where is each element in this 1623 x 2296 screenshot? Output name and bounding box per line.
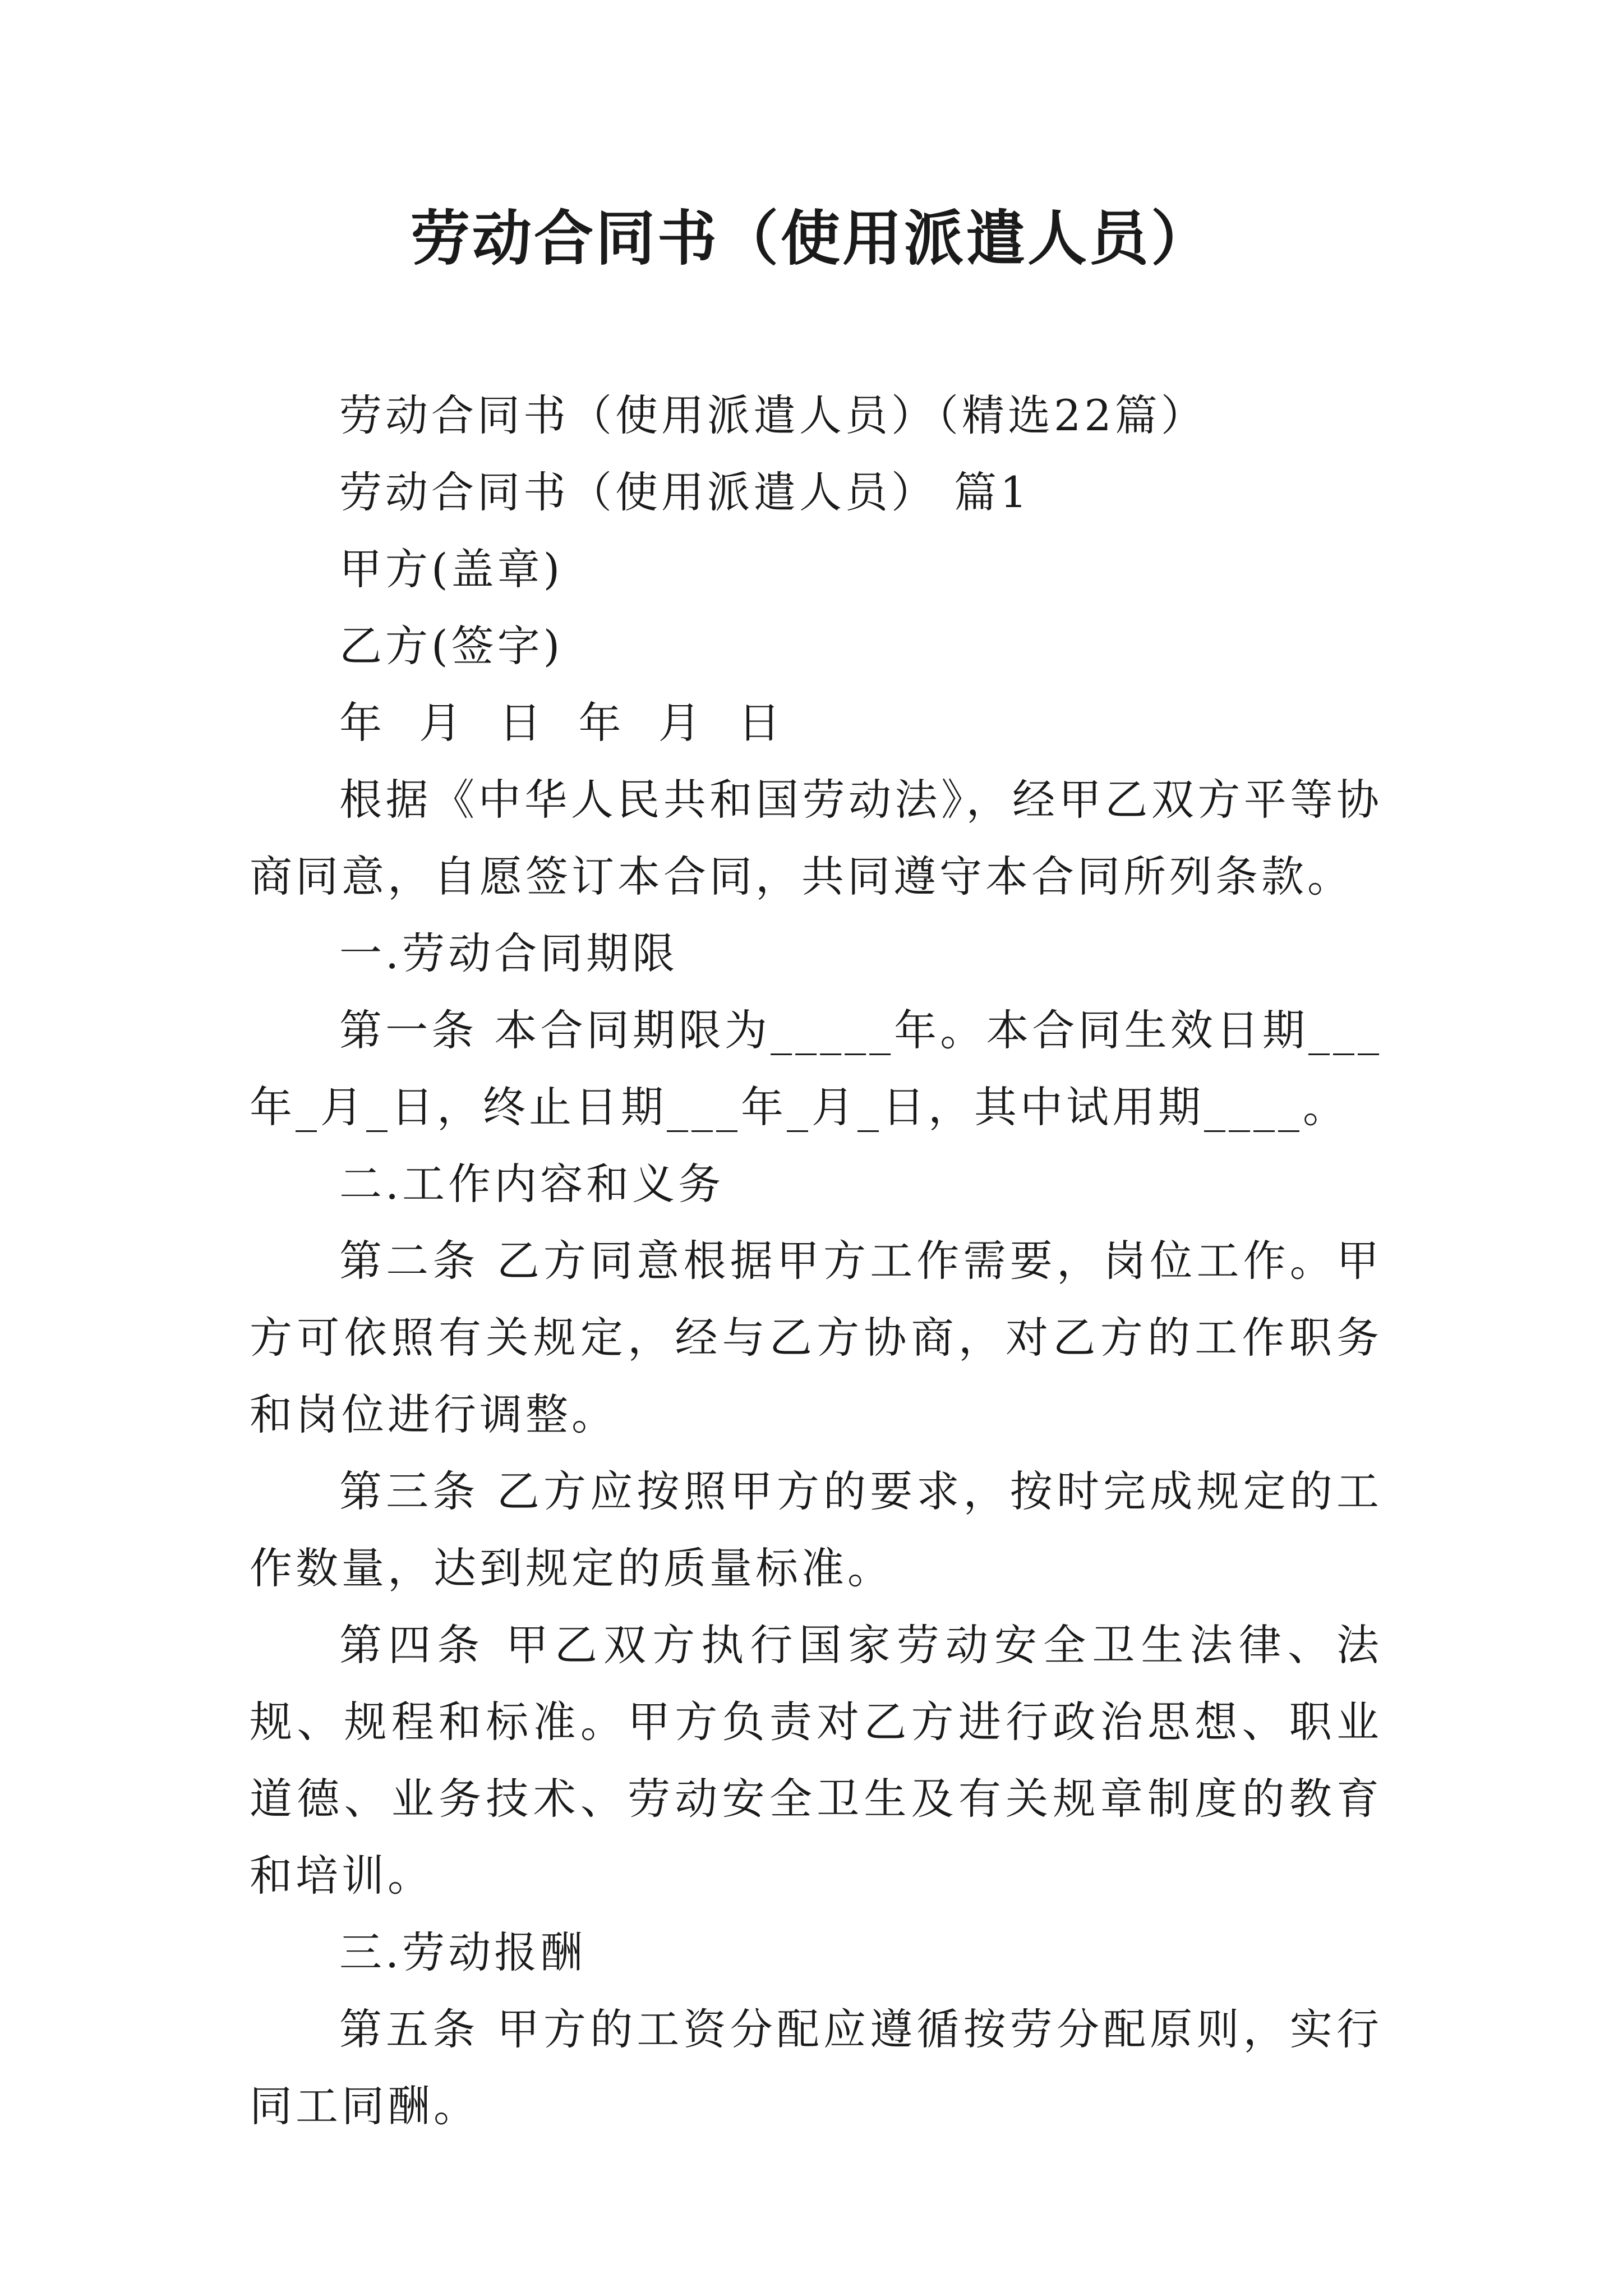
document-body	[250, 377, 1382, 2145]
section-heading: 劳动合同书（使用派遣人员） 篇1	[339, 467, 1031, 517]
party-b-line: 乙方(签字)	[339, 621, 564, 671]
article-4: 第四条 甲乙双方执行国家劳动安全卫生法律、法规、规程和标准。甲方负责对乙方进行政治思想、职业道德、业务技术、劳动安全卫生及有关规章制度的教育和培训。	[250, 1620, 1382, 1901]
article-2: 第二条 乙方同意根据甲方工作需要，岗位工作。甲方可依照有关规定，经与乙方协商，对乙方的工作职务和岗位进行调整。	[250, 1236, 1382, 1439]
subtitle-line: 劳动合同书（使用派遣人员）（精选22篇）	[339, 390, 1207, 440]
chapter-heading-duties: 二.工作内容和义务	[339, 1159, 725, 1209]
party-a-line: 甲方(盖章)	[339, 544, 564, 594]
article-3: 第三条 乙方应按照甲方的要求，按时完成规定的工作数量，达到规定的质量标准。	[250, 1466, 1382, 1593]
chapter-heading-term: 一.劳动合同期限	[339, 928, 679, 978]
date-line: 年 月 日 年 月 日	[339, 698, 784, 748]
article-1: 第一条 本合同期限为_____年。本合同生效日期___年_月_日，终止日期___年_月_日，其中试用期____。	[250, 1005, 1382, 1132]
chapter-heading-pay: 三.劳动报酬	[339, 1927, 587, 1977]
intro-paragraph: 根据《中华人民共和国劳动法》，经甲乙双方平等协商同意，自愿签订本合同，共同遵守本合同所列条款。	[250, 775, 1382, 901]
article-5: 第五条 甲方的工资分配应遵循按劳分配原则，实行同工同酬。	[250, 2004, 1382, 2131]
document-title: 劳动合同书（使用派遣人员）	[411, 203, 1212, 273]
